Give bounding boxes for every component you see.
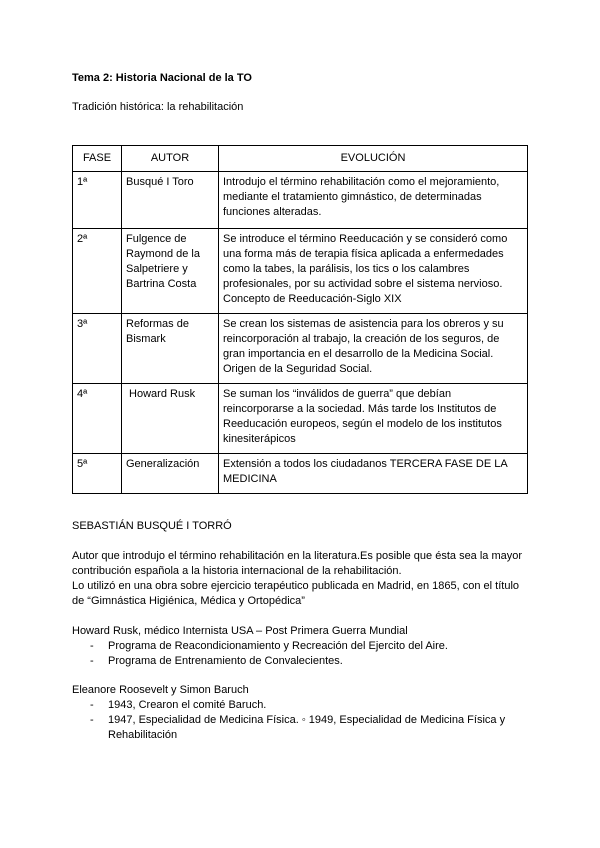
list-item-text: 1947, Especialidad de Medicina Física. ◦ 1949, Especialidad de Medicina Física y Rehabilitación [108, 714, 506, 741]
header-autor: AUTOR [122, 146, 219, 172]
cell-fase: 5ª [73, 454, 122, 494]
section-title: SEBASTIÁN BUSQUÉ I TORRÓ [72, 520, 232, 532]
bullet-dash: - [90, 655, 94, 667]
cell-fase: 3ª [73, 314, 122, 384]
cell-evolucion: Se introduce el término Reeducación y se consideró como una forma más de terapia física aplicada a enfermedades como la tabes, la parálisis, los tics o los calambres profesionales, por su actividad sobre el sistema nervioso. Concepto de Reeducación-Siglo XIX [219, 229, 528, 314]
list-item [72, 713, 532, 743]
cell-fase: 1ª [73, 172, 122, 229]
header-evolucion: EVOLUCIÓN [219, 146, 528, 172]
rusk-block [72, 624, 532, 669]
rusk-list [72, 639, 532, 669]
rusk-heading: Howard Rusk, médico Internista USA – Post Primera Guerra Mundial [72, 625, 408, 637]
bullet-dash: - [90, 640, 94, 652]
list-item-text: 1943, Crearon el comité Baruch. [108, 699, 267, 711]
table-row [73, 314, 528, 384]
cell-autor: Reformas de Bismark [122, 314, 219, 384]
cell-autor: Fulgence de Raymond de la Salpetriere y Bartrina Costa [122, 229, 219, 314]
list-item [72, 654, 532, 669]
table-row [73, 454, 528, 494]
paragraph: Autor que introdujo el término rehabilitación en la literatura.Es posible que ésta sea la mayor contribución española a la historia internacional de la rehabilitación. [72, 550, 523, 577]
bullet-dash: - [90, 714, 94, 726]
bullet-dash: - [90, 699, 94, 711]
table-row [73, 172, 528, 229]
cell-evolucion: Se suman los “inválidos de guerra” que debían reincorporarse a la sociedad. Más tarde los Institutos de Reeducación europeos, según el modelo de los institutos kinesiterápicos [219, 384, 528, 454]
phases-table [72, 145, 528, 494]
list-item-text: Programa de Entrenamiento de Convalecientes. [108, 655, 343, 667]
cell-fase: 4ª [73, 384, 122, 454]
cell-fase: 2ª [73, 229, 122, 314]
cell-autor: Howard Rusk [122, 384, 219, 454]
eleanore-block [72, 683, 532, 743]
table-header-row [73, 146, 528, 172]
paragraph: Lo utilizó en una obra sobre ejercicio terapéutico publicada en Madrid, en 1865, con el título de “Gimnástica Higiénica, Médica y Ortopédica” [72, 580, 520, 607]
cell-autor: Generalización [122, 454, 219, 494]
cell-autor: Busqué I Toro [122, 172, 219, 229]
list-item [72, 639, 532, 654]
cell-evolucion: Extensión a todos los ciudadanos TERCERA FASE DE LA MEDICINA [219, 454, 528, 494]
eleanore-heading: Eleanore Roosevelt y Simon Baruch [72, 684, 249, 696]
cell-evolucion: Se crean los sistemas de asistencia para los obreros y su reincorporación al trabajo, la creación de los seguros, de gran importancia en el desarrollo de la Medicina Social. Origen de la Seguridad Social. [219, 314, 528, 384]
table-row [73, 384, 528, 454]
eleanore-list [72, 698, 532, 743]
list-item [72, 698, 532, 713]
cell-evolucion: Introdujo el término rehabilitación como el mejoramiento, mediante el tratamiento gimnástico, de determinadas funciones alteradas. [219, 172, 528, 229]
table-row [73, 229, 528, 314]
list-item-text: Programa de Reacondicionamiento y Recreación del Ejercito del Aire. [108, 640, 448, 652]
document-subtitle: Tradición histórica: la rehabilitación [72, 101, 244, 113]
section-body [72, 549, 532, 609]
document-title: Tema 2: Historia Nacional de la TO [72, 72, 252, 84]
header-fase: FASE [73, 146, 122, 172]
